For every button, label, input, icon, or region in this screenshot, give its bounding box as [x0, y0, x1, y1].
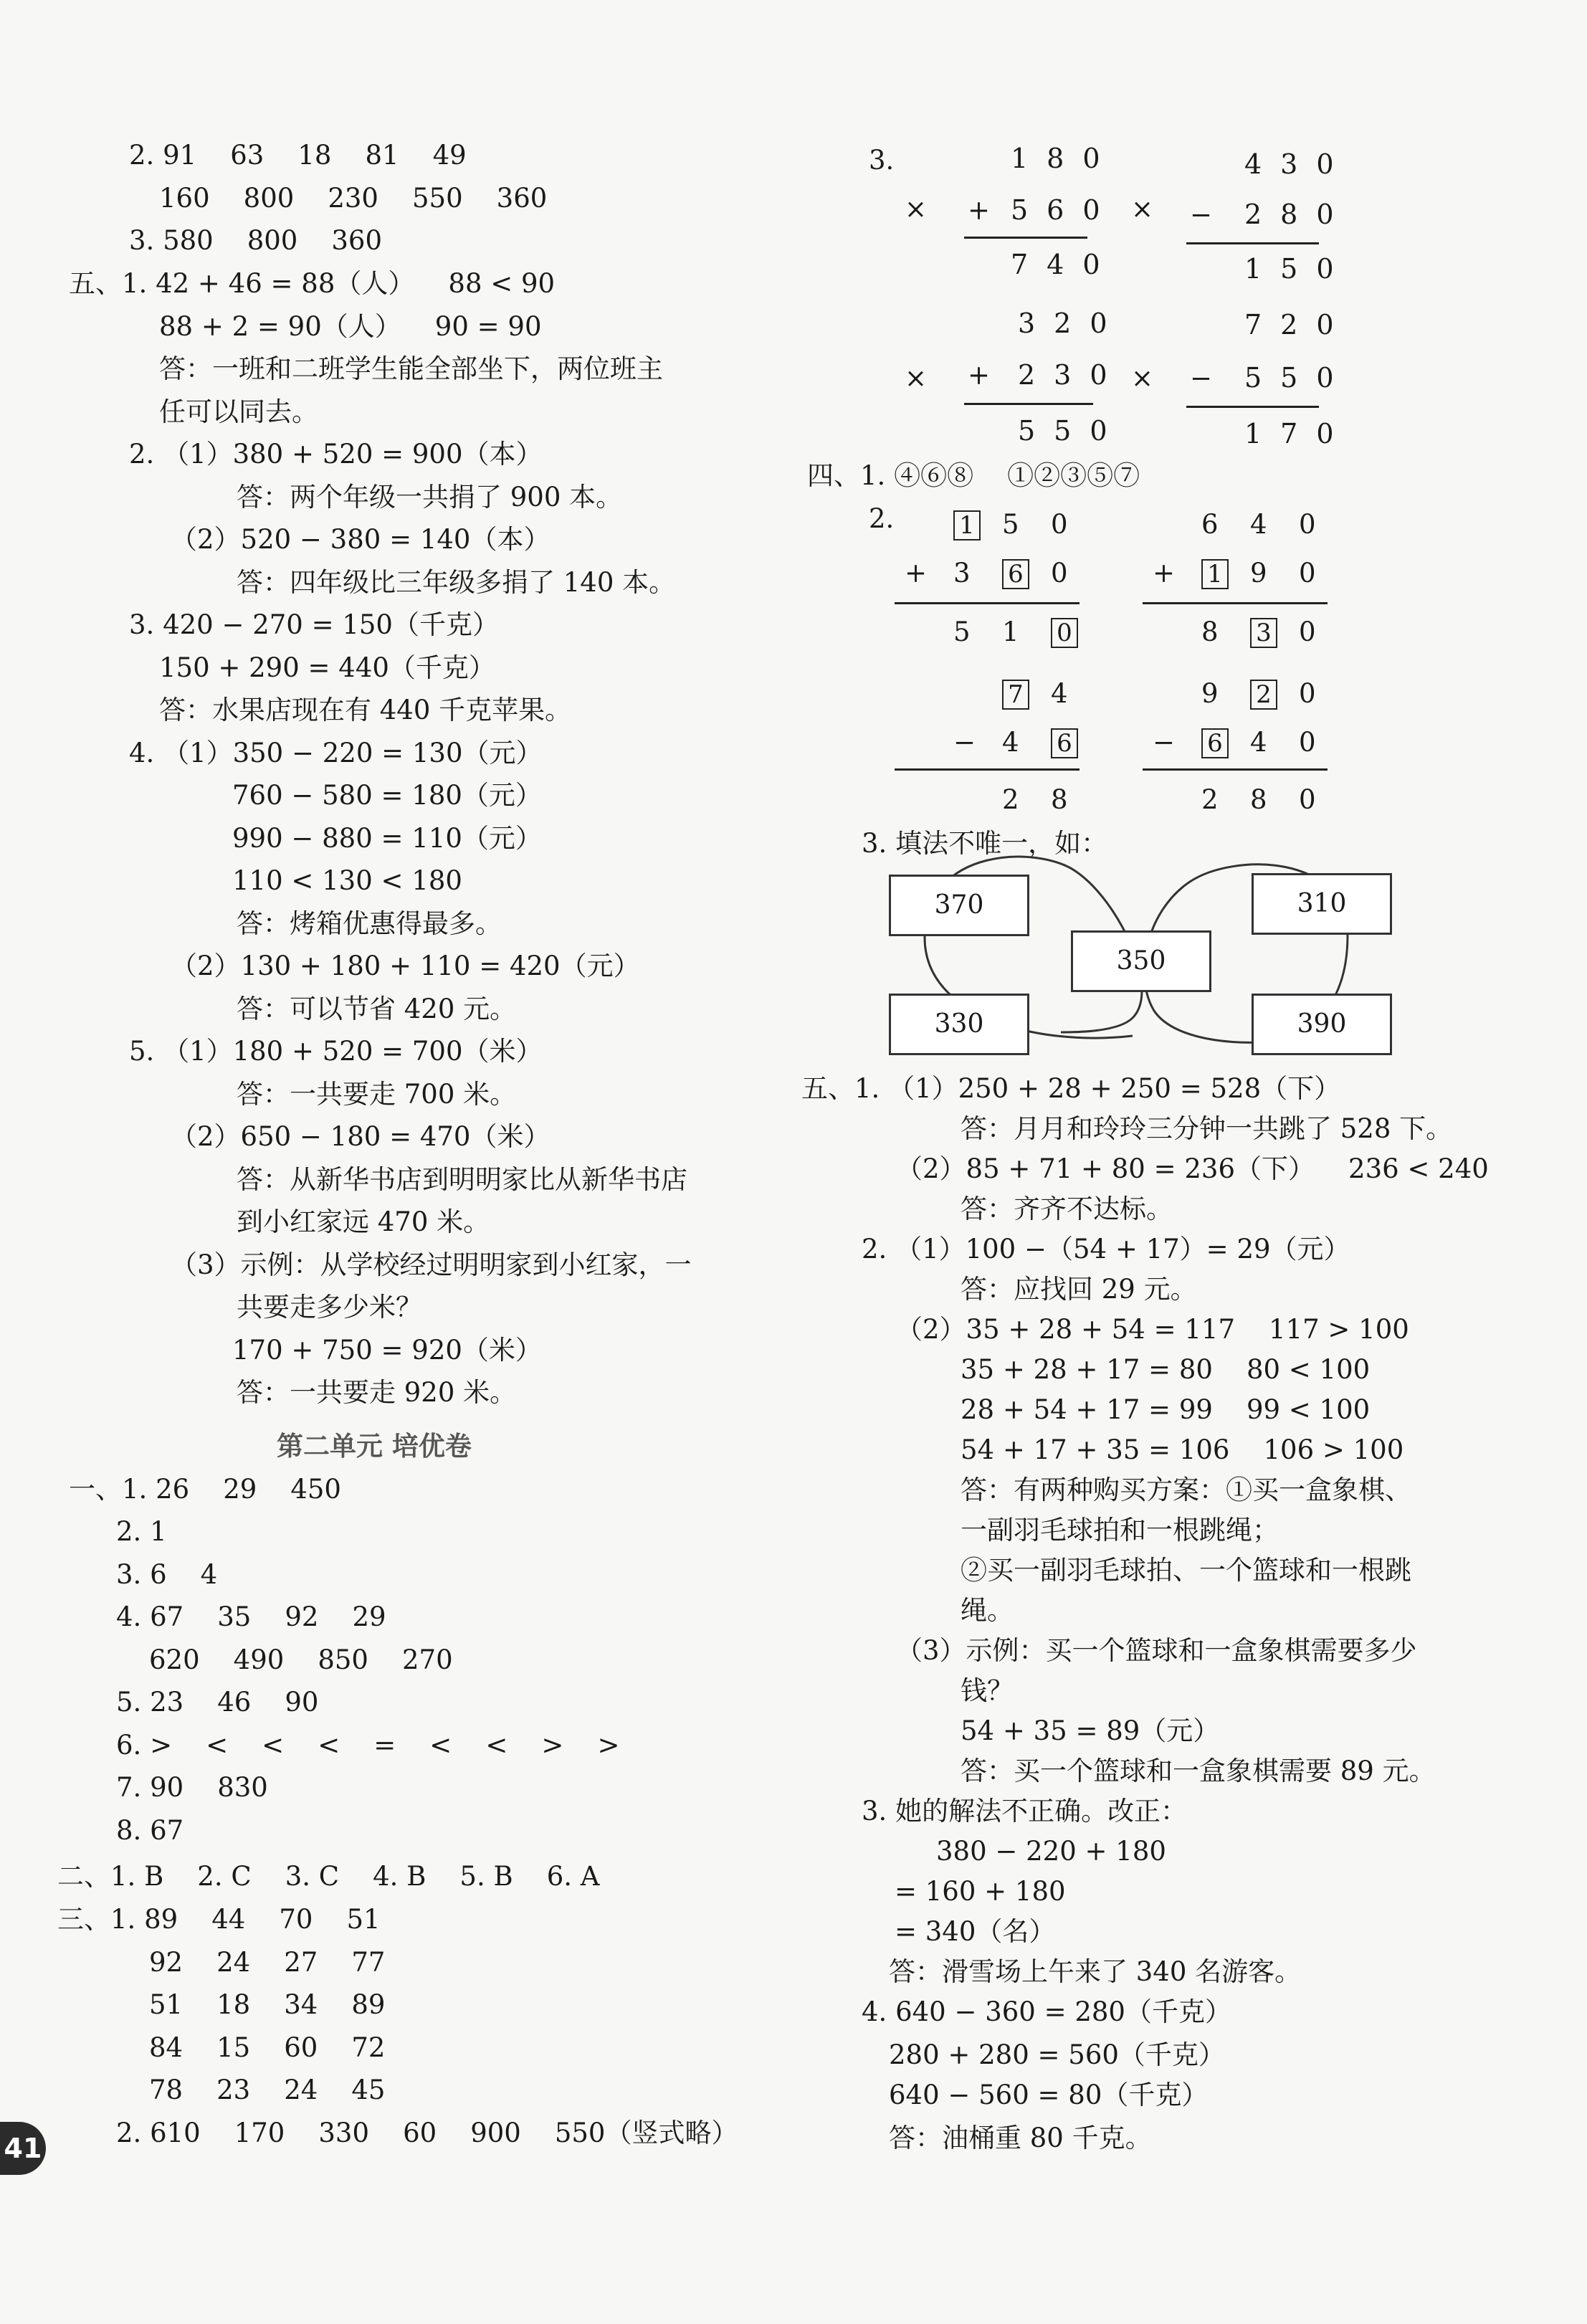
- cross-mark: ×: [905, 363, 928, 394]
- left-line: 三、1. 89 44 70 51: [57, 1904, 381, 1935]
- calc-second: 230: [1018, 359, 1126, 391]
- puzzle-digit: 9: [1250, 558, 1267, 589]
- left-line: 共要走多少米？: [237, 1292, 422, 1323]
- diagram-box-top-right: 310: [1252, 873, 1392, 935]
- right-line: 答：有两种购买方案：①买一盒象棋、: [961, 1475, 1411, 1505]
- puzzle-digit: 4: [1250, 509, 1267, 540]
- left-line: 2. 610 170 330 60 900 550（竖式略）: [116, 2118, 738, 2148]
- puzzle-digit: 0: [1299, 558, 1316, 589]
- right-line: （2）35 + 28 + 54 = 117 117 > 100: [896, 1314, 1409, 1345]
- calc-rule: [1186, 242, 1319, 244]
- puzzle-digit: 1: [1002, 616, 1019, 647]
- left-line: 5. 23 46 90: [116, 1687, 319, 1718]
- diagram-box-bottom-left: 330: [889, 994, 1029, 1055]
- answer-box: 2: [1250, 680, 1277, 710]
- left-line: 2. 91 63 18 81 49: [129, 140, 467, 171]
- right-line: = 160 + 180: [895, 1876, 1066, 1907]
- left-line: 760 − 580 = 180（元）: [232, 780, 542, 811]
- answer-box: 3: [1250, 618, 1277, 648]
- calc-top: 430: [1244, 148, 1353, 180]
- puzzle-rule: [1143, 768, 1328, 771]
- right-line: 五、1. （1）250 + 28 + 250 = 528（下）: [801, 1073, 1341, 1104]
- left-line: 2. 1: [116, 1516, 167, 1547]
- puzzle-digit: 2: [1002, 784, 1019, 815]
- page-number-badge: 41: [0, 2122, 46, 2175]
- answer-box: 1: [953, 510, 981, 540]
- right-line: （2）85 + 71 + 80 = 236（下） 236 < 240: [896, 1153, 1489, 1184]
- left-line: 二、1. B 2. C 3. C 4. B 5. B 6. A: [57, 1861, 600, 1892]
- right-line: ②买一副羽毛球拍、一个篮球和一根跳: [961, 1555, 1411, 1586]
- left-line: 答：烤箱优惠得最多。: [237, 908, 502, 939]
- puzzle-digit: 8: [1201, 616, 1219, 647]
- right-line: 答：月月和玲玲三分钟一共跳了 528 下。: [961, 1113, 1453, 1144]
- left-line: 92 24 27 77: [149, 1947, 386, 1978]
- right-line: 答：油桶重 80 千克。: [889, 2123, 1152, 2153]
- left-line: 990 − 880 = 110（元）: [232, 823, 542, 854]
- puzzle-rule: [1143, 602, 1328, 604]
- right-line: 答：应找回 29 元。: [961, 1274, 1197, 1305]
- calc-operator: −: [1190, 199, 1213, 230]
- calc-second: 560: [1011, 194, 1119, 226]
- left-line: （2）650 − 180 = 470（米）: [171, 1121, 551, 1152]
- calc-rule: [964, 237, 1087, 239]
- left-line: 78 23 24 45: [149, 2075, 386, 2105]
- calc-rule: [964, 403, 1093, 405]
- calc-operator: +: [968, 195, 991, 226]
- calc-result: 170: [1244, 418, 1353, 449]
- puzzle-digit: 3: [953, 558, 971, 589]
- puzzle-rule: [895, 602, 1080, 604]
- calc-result: 740: [1011, 249, 1119, 280]
- puzzle-digit: 5: [1002, 509, 1019, 540]
- puzzle-digit: 4: [1002, 727, 1019, 758]
- left-line: 答：可以节省 420 元。: [237, 994, 517, 1024]
- right-line: 答：滑雪场上午来了 340 名游客。: [889, 1956, 1302, 1987]
- left-line: 答：一共要走 700 米。: [237, 1079, 517, 1110]
- puzzle-digit: 9: [1201, 678, 1219, 709]
- puzzle-digit: 2: [1201, 784, 1219, 815]
- right-line: 35 + 28 + 17 = 80 80 < 100: [961, 1354, 1371, 1385]
- right-line: （3）示例：买一个篮球和一盒象棋需要多少: [896, 1635, 1417, 1666]
- right-line: 54 + 35 = 89（元）: [961, 1715, 1220, 1746]
- puzzle-digit: 6: [1201, 509, 1219, 540]
- calc-result: 550: [1018, 415, 1126, 447]
- left-line: 6. > < < < = < < > >: [116, 1730, 620, 1761]
- right-line: 640 − 560 = 80（千克）: [889, 2080, 1209, 2110]
- left-line: 答：四年级比三年级多捐了 140 本。: [237, 567, 676, 598]
- right-line: = 340（名）: [895, 1916, 1056, 1947]
- answer-box: 6: [1002, 559, 1029, 589]
- puzzle-rule: [895, 768, 1080, 771]
- right-line: 答：买一个篮球和一盒象棋需要 89 元。: [961, 1756, 1436, 1786]
- left-line: 3. 580 800 360: [129, 225, 383, 256]
- puzzle-digit: 4: [1250, 727, 1267, 758]
- left-line: 一、1. 26 29 450: [69, 1474, 341, 1505]
- puzzle-digit: 8: [1051, 784, 1068, 815]
- puzzle-operator: +: [905, 558, 928, 589]
- right-line: 2.: [869, 503, 895, 534]
- answer-box: 0: [1051, 618, 1078, 648]
- diagram-box-top-left: 370: [889, 875, 1029, 936]
- right-line: 3. 填法不唯一，如：: [862, 828, 1108, 859]
- puzzle-digit: 0: [1299, 616, 1316, 647]
- left-line: （2）520 − 380 = 140（本）: [171, 524, 551, 555]
- cross-mark: ×: [905, 194, 928, 224]
- left-line: 110 < 130 < 180: [232, 865, 462, 896]
- left-line: 到小红家远 470 米。: [237, 1206, 490, 1237]
- left-line: （2）130 + 180 + 110 = 420（元）: [171, 951, 640, 981]
- left-line: 3. 420 − 270 = 150（千克）: [129, 609, 499, 640]
- puzzle-digit: 0: [1051, 558, 1068, 589]
- calc-operator: +: [968, 360, 991, 391]
- puzzle-operator: −: [1153, 727, 1176, 758]
- right-line: 3.: [869, 145, 895, 176]
- left-line: 4. （1）350 − 220 = 130（元）: [129, 738, 543, 768]
- puzzle-digit: 0: [1299, 784, 1316, 815]
- left-line: （3）示例：从学校经过明明家到小红家，一: [171, 1249, 692, 1280]
- calc-top: 180: [1011, 143, 1119, 174]
- section-title: 第二单元 培优卷: [277, 1430, 472, 1462]
- left-line: 任可以同去。: [159, 396, 318, 427]
- puzzle-digit: 8: [1250, 784, 1267, 815]
- puzzle-operator: +: [1153, 558, 1176, 589]
- puzzle-digit: 0: [1051, 509, 1068, 540]
- left-line: 5. （1）180 + 520 = 700（米）: [129, 1036, 543, 1067]
- left-line: 答：一班和二班学生能全部坐下，两位班主: [159, 353, 663, 384]
- left-line: 答：一共要走 920 米。: [237, 1377, 517, 1408]
- answer-box: 6: [1051, 728, 1078, 758]
- right-line: 答：齐齐不达标。: [961, 1194, 1173, 1224]
- diagram-box-bottom-right: 390: [1252, 994, 1392, 1055]
- puzzle-digit: 0: [1299, 727, 1316, 758]
- calc-top: 720: [1244, 309, 1353, 340]
- left-line: 88 + 2 = 90（人） 90 = 90: [159, 311, 542, 342]
- answer-box: 6: [1201, 728, 1229, 758]
- left-line: 160 800 230 550 360: [159, 183, 548, 214]
- left-line: 8. 67: [116, 1815, 184, 1846]
- calc-top: 320: [1018, 308, 1126, 339]
- left-line: 2. （1）380 + 520 = 900（本）: [129, 439, 543, 470]
- right-line: 绳。: [961, 1595, 1014, 1626]
- left-line: 51 18 34 89: [149, 1989, 386, 2020]
- right-line: 2. （1）100 −（54 + 17）= 29（元）: [862, 1234, 1350, 1265]
- left-line: 答：两个年级一共捐了 900 本。: [237, 482, 623, 513]
- left-line: 150 + 290 = 440（千克）: [159, 652, 495, 683]
- left-line: 答：从新华书店到明明家比从新华书店: [237, 1164, 687, 1195]
- right-line: 钱？: [961, 1675, 1014, 1706]
- cross-mark: ×: [1131, 363, 1154, 394]
- right-line: 四、1. ④⑥⑧ ①②③⑤⑦: [807, 460, 1140, 491]
- calc-rule: [1186, 406, 1319, 408]
- left-line: 答：水果店现在有 440 千克苹果。: [159, 695, 572, 725]
- calc-result: 150: [1244, 253, 1353, 285]
- puzzle-digit: 0: [1299, 509, 1316, 540]
- calc-second: 280: [1244, 199, 1353, 230]
- calc-second: 550: [1244, 362, 1353, 394]
- cross-mark: ×: [1131, 194, 1154, 224]
- right-line: 380 − 220 + 180: [936, 1836, 1166, 1867]
- puzzle-digit: 4: [1051, 678, 1068, 709]
- puzzle-digit: 5: [953, 616, 971, 647]
- left-line: 7. 90 830: [116, 1772, 268, 1803]
- right-line: 280 + 280 = 560（千克）: [889, 2039, 1225, 2070]
- answer-box: 1: [1201, 559, 1229, 589]
- left-line: 3. 6 4: [116, 1559, 218, 1590]
- right-line: 3. 她的解法不正确。改正：: [862, 1796, 1188, 1827]
- right-line: 一副羽毛球拍和一根跳绳；: [961, 1515, 1279, 1546]
- right-line: 28 + 54 + 17 = 99 99 < 100: [961, 1394, 1371, 1425]
- diagram-box-center: 350: [1071, 930, 1211, 992]
- right-line: 4. 640 − 360 = 280（千克）: [862, 1996, 1231, 2027]
- left-line: 170 + 750 = 920（米）: [232, 1335, 542, 1366]
- left-line: 五、1. 42 + 46 = 88（人） 88 < 90: [69, 268, 556, 299]
- left-line: 84 15 60 72: [149, 2032, 386, 2063]
- left-line: 4. 67 35 92 29: [116, 1601, 386, 1632]
- puzzle-operator: −: [953, 727, 976, 758]
- left-line: 620 490 850 270: [149, 1644, 453, 1675]
- right-line: 54 + 17 + 35 = 106 106 > 100: [961, 1434, 1404, 1465]
- calc-operator: −: [1190, 363, 1213, 394]
- answer-box: 7: [1002, 680, 1029, 710]
- puzzle-digit: 0: [1299, 678, 1316, 709]
